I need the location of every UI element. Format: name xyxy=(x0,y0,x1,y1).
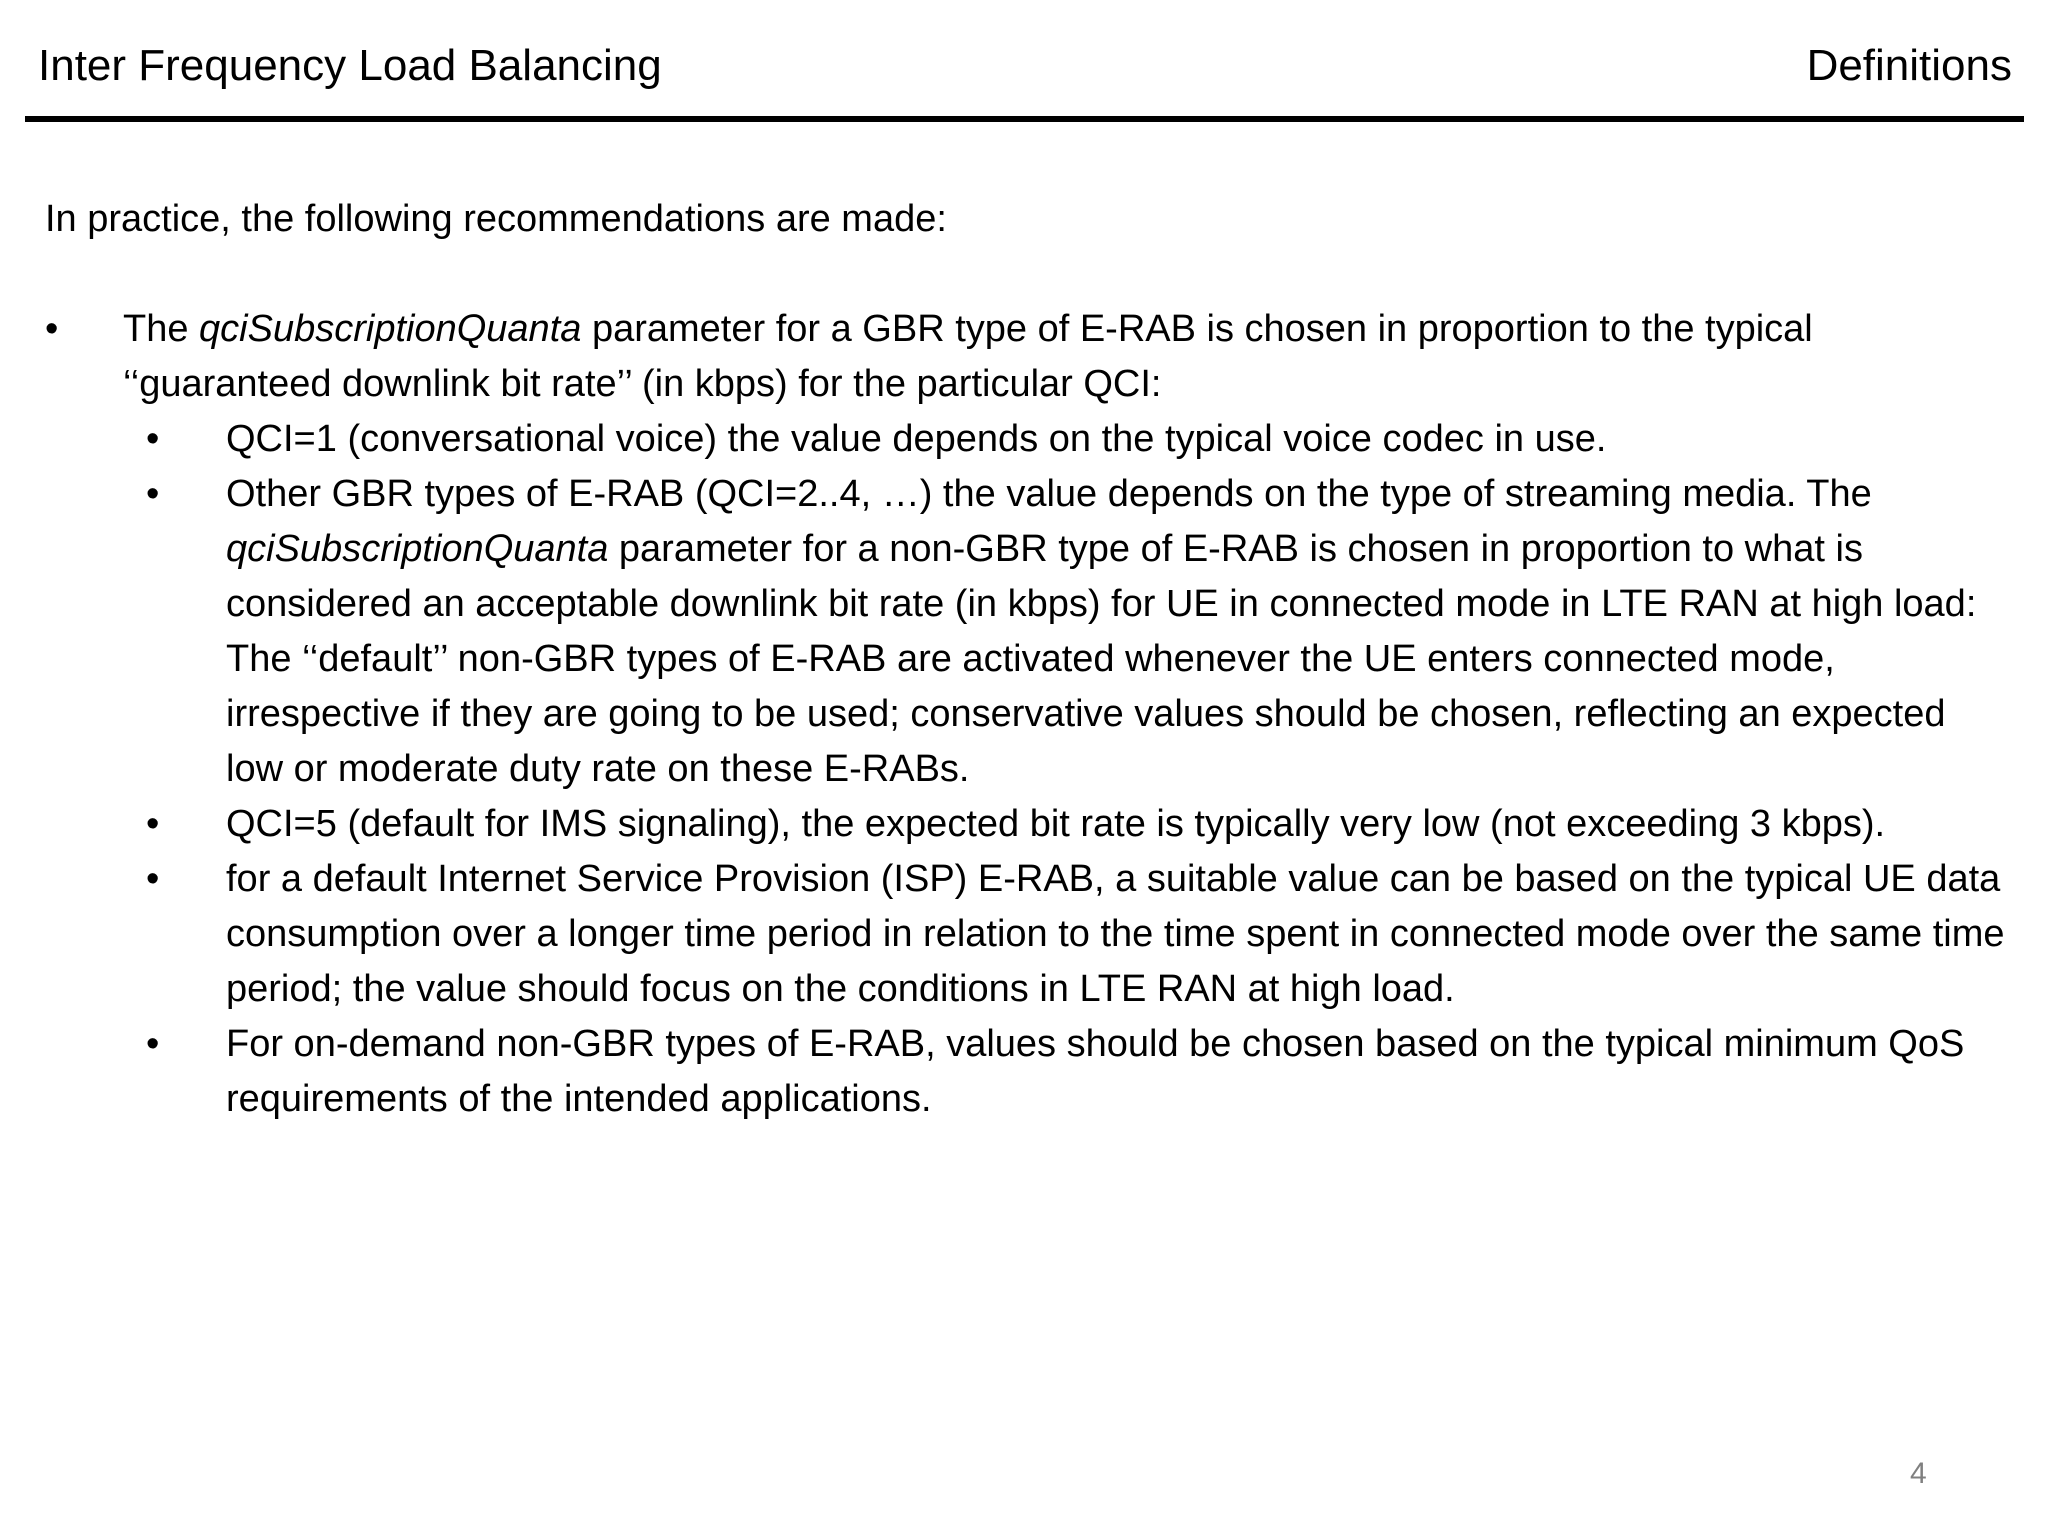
parameter-name: qciSubscriptionQuanta xyxy=(199,308,582,350)
bullet-icon: • xyxy=(146,473,160,515)
bullet-text-prefix: The xyxy=(123,308,200,350)
intro-text: In practice, the following recommendations are made: xyxy=(45,198,947,240)
sub-bullet-text: QCI=1 (conversational voice) the value depends on the typical voice codec in use. xyxy=(226,418,1607,460)
sub-bullet-list xyxy=(123,412,2005,1127)
page-number: 4 xyxy=(1910,1457,1927,1490)
list-item xyxy=(123,467,2005,797)
bullet-list xyxy=(45,302,2005,1127)
bullet-icon: • xyxy=(146,418,160,460)
list-item xyxy=(123,797,2005,852)
sub-bullet-text: QCI=5 (default for IMS signaling), the expected bit rate is typically very low (not exceeding 3 kbps). xyxy=(226,803,1886,845)
list-item xyxy=(123,852,2005,1017)
slide-body xyxy=(45,192,2005,1127)
bullet-icon: • xyxy=(146,858,160,900)
sub-bullet-text: For on-demand non-GBR types of E-RAB, values should be chosen based on the typical minimum QoS requirements of the intended applications. xyxy=(226,1023,1965,1120)
bullet-icon: • xyxy=(146,803,160,845)
section-label: Definitions xyxy=(1806,41,2012,90)
sub-bullet-text: for a default Internet Service Provision (ISP) E-RAB, a suitable value can be based on the typical UE data consumption over a longer time period in relation to the time spent in connected mode over the same time period; the value should focus on the conditions in LTE RAN at high load. xyxy=(226,858,2005,1010)
parameter-name: qciSubscriptionQuanta xyxy=(226,528,609,570)
list-item-gbr-quanta xyxy=(45,302,2005,1127)
header-divider xyxy=(25,116,2024,122)
sub-bullet-text-before: Other GBR types of E-RAB (QCI=2..4, …) the value depends on the type of streaming media. The xyxy=(226,473,1872,515)
list-item xyxy=(123,412,2005,467)
bullet-text-suffix: parameter for a GBR type of E-RAB is chosen in proportion to the typical ‘‘guaranteed downlink bit rate’’ (in kbps) for the particular QCI: xyxy=(123,308,1813,405)
bullet-icon: • xyxy=(146,1023,160,1065)
slide-title: Inter Frequency Load Balancing xyxy=(38,41,662,90)
bullet-icon: • xyxy=(45,308,59,350)
list-item xyxy=(123,1017,2005,1127)
sub-bullet-text-after: parameter for a non-GBR type of E-RAB is chosen in proportion to what is considered an acceptable downlink bit rate (in kbps) for UE in connected mode in LTE RAN at high load: The ‘‘default’’ non-GBR types of E-RAB are activated whenever the UE enters connected mode, irrespective if they are going to be used; conservative values should be chosen, reflecting an expected low or moderate duty rate on these E-RABs. xyxy=(226,528,1977,790)
